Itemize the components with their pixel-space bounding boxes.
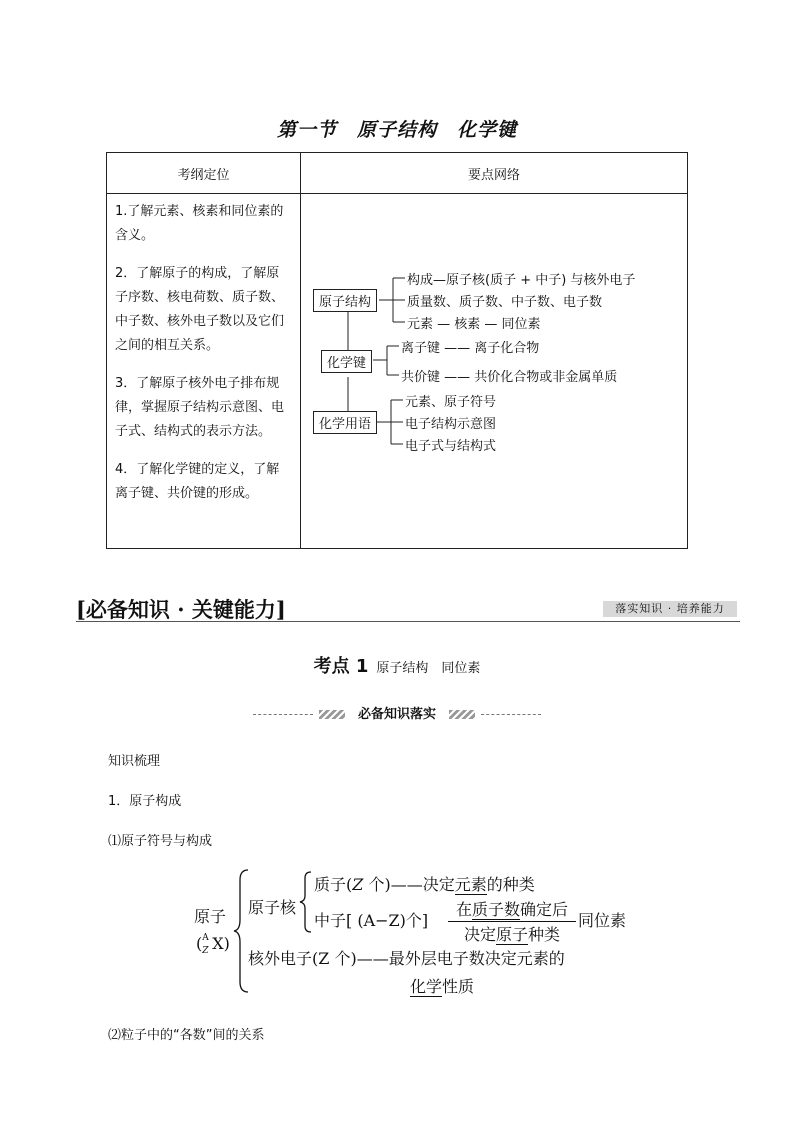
lang-item: 元素、原子符号 (405, 395, 497, 410)
chem-language-box: 化学用语 (313, 411, 377, 434)
section-rule (76, 621, 740, 622)
neutron-line: 中子[ (A−Z)个] (314, 911, 429, 930)
divider (481, 714, 541, 715)
must-know-banner (0, 703, 794, 722)
divider (253, 714, 313, 715)
neutron-fraction: 在质子数确定后 决定原子种类 (448, 897, 576, 945)
must-know-label: 必备知识落实 (357, 707, 436, 722)
electron-line: 核外电子(Z 个)——最外层电子数决定元素的 (248, 949, 565, 968)
requirement-item: 1.了解元素、核素和同位素的含义。 (115, 204, 284, 243)
atom-item: 质量数、质子数、中子数、电子数 (407, 295, 603, 310)
chemical-bond-box: 化学键 (321, 350, 372, 373)
concept-network (301, 194, 687, 546)
stripe-decoration-icon (319, 710, 345, 719)
lang-item: 电子结构示意图 (405, 417, 497, 432)
isotope-label: 同位素 (578, 911, 627, 930)
electron-line-cont: 化学性质 (410, 977, 475, 996)
col2-header: 要点网络 (301, 153, 688, 194)
col1-header: 考纲定位 (107, 153, 301, 194)
content-subitem: ⑴原子符号与构成 (108, 834, 213, 849)
page-title: 第一节 原子结构 化学键 (276, 119, 517, 141)
kaodian-number: 考点 1 (313, 656, 369, 677)
kaodian-heading (0, 652, 794, 678)
atom-symbol: ( A Z X) (196, 933, 230, 956)
bond-item: 共价键 —— 共价化合物或非金属单质 (401, 370, 618, 385)
overview-table (106, 152, 688, 549)
kaodian-topic: 原子结构 同位素 (376, 661, 481, 676)
lang-item: 电子式与结构式 (405, 439, 497, 454)
section-title: [必备知识 · 关键能力] (76, 597, 286, 622)
inner-brace (298, 870, 314, 934)
content-heading: 知识梳理 (108, 754, 161, 769)
atom-item: 元素 — 核素 — 同位素 (407, 317, 541, 332)
section-tag: 落实知识 · 培养能力 (603, 601, 737, 617)
atom-item: 构成—原子核(质子 + 中子) 与核外电子 (407, 273, 636, 288)
nucleus-label: 原子核 (248, 898, 297, 917)
atom-structure-box: 原子结构 (313, 289, 377, 312)
requirement-item: 3．了解原子核外电子排布规律，掌握原子结构示意图、电子式、结构式的表示方法。 (115, 376, 285, 439)
requirement-item: 4．了解化学键的定义，了解离子键、共价键的形成。 (115, 462, 280, 501)
requirements-list (107, 194, 300, 506)
content-item: 1．原子构成 (108, 794, 182, 809)
bond-item: 离子键 —— 离子化合物 (401, 341, 540, 356)
proton-line: 质子(Z 个)——决定元素的种类 (314, 875, 535, 894)
content-subitem: ⑵粒子中的“各数”间的关系 (108, 1028, 265, 1043)
outer-brace (232, 868, 252, 994)
stripe-decoration-icon (449, 710, 475, 719)
atom-label: 原子 (194, 907, 227, 926)
requirement-item: 2．了解原子的构成，了解原子序数、核电荷数、质子数、中子数、核外电子数以及它们之间的相互关系。 (115, 266, 285, 353)
